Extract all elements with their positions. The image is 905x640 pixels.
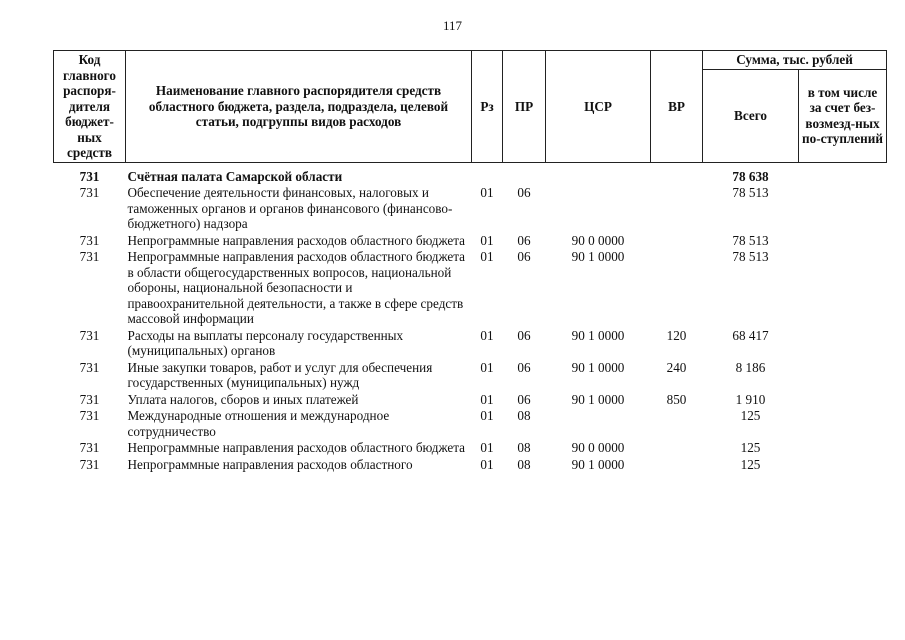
cell-gratis <box>799 248 887 327</box>
header-total: Всего <box>703 70 799 162</box>
header-csr: ЦСР <box>546 51 651 163</box>
cell-total: 8 186 <box>735 359 766 375</box>
header-gratis: в том числе за счет без-возмезд-ных по-ступлений <box>799 70 887 162</box>
cell-gratis <box>799 391 887 408</box>
budget-table <box>53 50 887 472</box>
cell-total: 78 638 <box>732 168 769 184</box>
table-row <box>54 391 887 408</box>
table-row <box>54 439 887 456</box>
cell-pr: 06 <box>517 327 531 343</box>
cell-vr: 240 <box>666 359 687 375</box>
cell-vr: 850 <box>666 391 687 407</box>
cell-csr: 90 1 0000 <box>571 391 625 407</box>
cell-vr <box>651 184 703 232</box>
table-row <box>54 184 887 232</box>
cell-code: 731 <box>79 249 100 264</box>
cell-name: Расходы на выплаты персоналу государственных (муниципальных) органов <box>127 327 404 358</box>
cell-csr: 90 0 0000 <box>571 440 625 455</box>
cell-name: Непрограммные направления расходов областного <box>127 456 413 472</box>
cell-rz: 01 <box>480 440 494 455</box>
cell-name: Уплата налогов, сборов и иных платежей <box>127 391 359 407</box>
cell-rz <box>472 162 503 184</box>
header-rz: Рз <box>472 51 503 163</box>
header-sum-group: Сумма, тыс. рублей <box>703 51 887 70</box>
cell-csr: 90 1 0000 <box>571 359 625 375</box>
cell-name: Непрограммные направления расходов областного бюджета в области общегосударственных вопросов, национальной обороны, национальной безопасности и правоохранительной деятельности, а также в сфере средств массовой информации <box>127 249 466 326</box>
cell-code: 731 <box>79 359 100 375</box>
cell-total: 78 513 <box>732 185 769 200</box>
header-pr: ПР <box>503 51 546 163</box>
header-code: Код главного распоря-дителя бюджет-ных средств <box>54 51 126 163</box>
cell-vr: 120 <box>666 327 687 343</box>
cell-total: 125 <box>740 440 761 455</box>
cell-pr: 08 <box>517 408 531 423</box>
cell-rz: 01 <box>480 391 494 407</box>
cell-code: 731 <box>79 456 100 472</box>
cell-pr: 06 <box>517 359 531 375</box>
cell-code: 731 <box>79 232 100 248</box>
cell-total: 78 513 <box>732 249 769 264</box>
cell-gratis <box>799 327 887 359</box>
cell-vr <box>651 232 703 249</box>
cell-gratis <box>799 456 887 473</box>
table-body <box>54 162 887 472</box>
cell-csr: 90 1 0000 <box>571 456 625 472</box>
cell-rz: 01 <box>480 249 494 264</box>
cell-total: 78 513 <box>732 232 769 248</box>
table-row <box>54 162 887 184</box>
cell-pr <box>503 162 546 184</box>
cell-code: 731 <box>79 391 100 407</box>
cell-total: 68 417 <box>732 327 769 343</box>
cell-code: 731 <box>79 185 100 200</box>
cell-name: Иные закупки товаров, работ и услуг для обеспечения государственных (муниципальных) нужд <box>127 359 433 390</box>
cell-pr: 06 <box>517 185 531 200</box>
cell-gratis <box>799 232 887 249</box>
cell-gratis <box>799 184 887 232</box>
cell-vr <box>651 456 703 473</box>
cell-csr <box>546 184 651 232</box>
cell-gratis <box>799 439 887 456</box>
cell-code: 731 <box>79 168 100 184</box>
cell-gratis <box>799 407 887 439</box>
cell-code: 731 <box>79 440 100 455</box>
cell-total: 125 <box>740 456 761 472</box>
table-row <box>54 327 887 359</box>
cell-gratis <box>799 162 887 184</box>
cell-total: 125 <box>740 408 761 423</box>
table-row <box>54 359 887 391</box>
cell-rz: 01 <box>480 232 494 248</box>
cell-name: Обеспечение деятельности финансовых, налоговых и таможенных органов и органов финансового (финансово-бюджетного) надзора <box>127 185 453 231</box>
cell-rz: 01 <box>480 327 494 343</box>
cell-vr <box>651 439 703 456</box>
cell-pr: 06 <box>517 232 531 248</box>
table-row <box>54 248 887 327</box>
cell-pr: 08 <box>517 456 531 472</box>
table-row <box>54 407 887 439</box>
cell-rz: 01 <box>480 359 494 375</box>
cell-csr: 90 1 0000 <box>571 327 625 343</box>
table-row <box>54 456 887 473</box>
cell-csr <box>546 162 651 184</box>
cell-csr: 90 0 0000 <box>571 232 625 248</box>
cell-rz: 01 <box>480 185 494 200</box>
cell-pr: 06 <box>517 249 531 264</box>
cell-csr: 90 1 0000 <box>571 249 625 264</box>
cell-code: 731 <box>79 408 100 423</box>
cell-gratis <box>799 359 887 391</box>
cell-pr: 06 <box>517 391 531 407</box>
table-row <box>54 232 887 249</box>
cell-pr: 08 <box>517 440 531 455</box>
header-vr: ВР <box>651 51 703 163</box>
cell-vr <box>651 248 703 327</box>
cell-rz: 01 <box>480 408 494 423</box>
header-name: Наименование главного распорядителя средств областного бюджета, раздела, подраздела, целевой статьи, подгруппы видов расходов <box>126 51 472 163</box>
cell-code: 731 <box>79 327 100 343</box>
table-header <box>54 51 887 163</box>
cell-csr <box>546 407 651 439</box>
cell-vr <box>651 407 703 439</box>
cell-name: Непрограммные направления расходов областного бюджета <box>127 440 466 455</box>
cell-vr <box>651 162 703 184</box>
cell-name: Международные отношения и международное сотрудничество <box>127 408 390 439</box>
cell-rz: 01 <box>480 456 494 472</box>
cell-name: Счётная палата Самарской области <box>127 168 343 184</box>
page-number: 117 <box>442 18 463 33</box>
cell-name: Непрограммные направления расходов областного бюджета <box>127 232 466 248</box>
cell-total: 1 910 <box>735 391 766 407</box>
